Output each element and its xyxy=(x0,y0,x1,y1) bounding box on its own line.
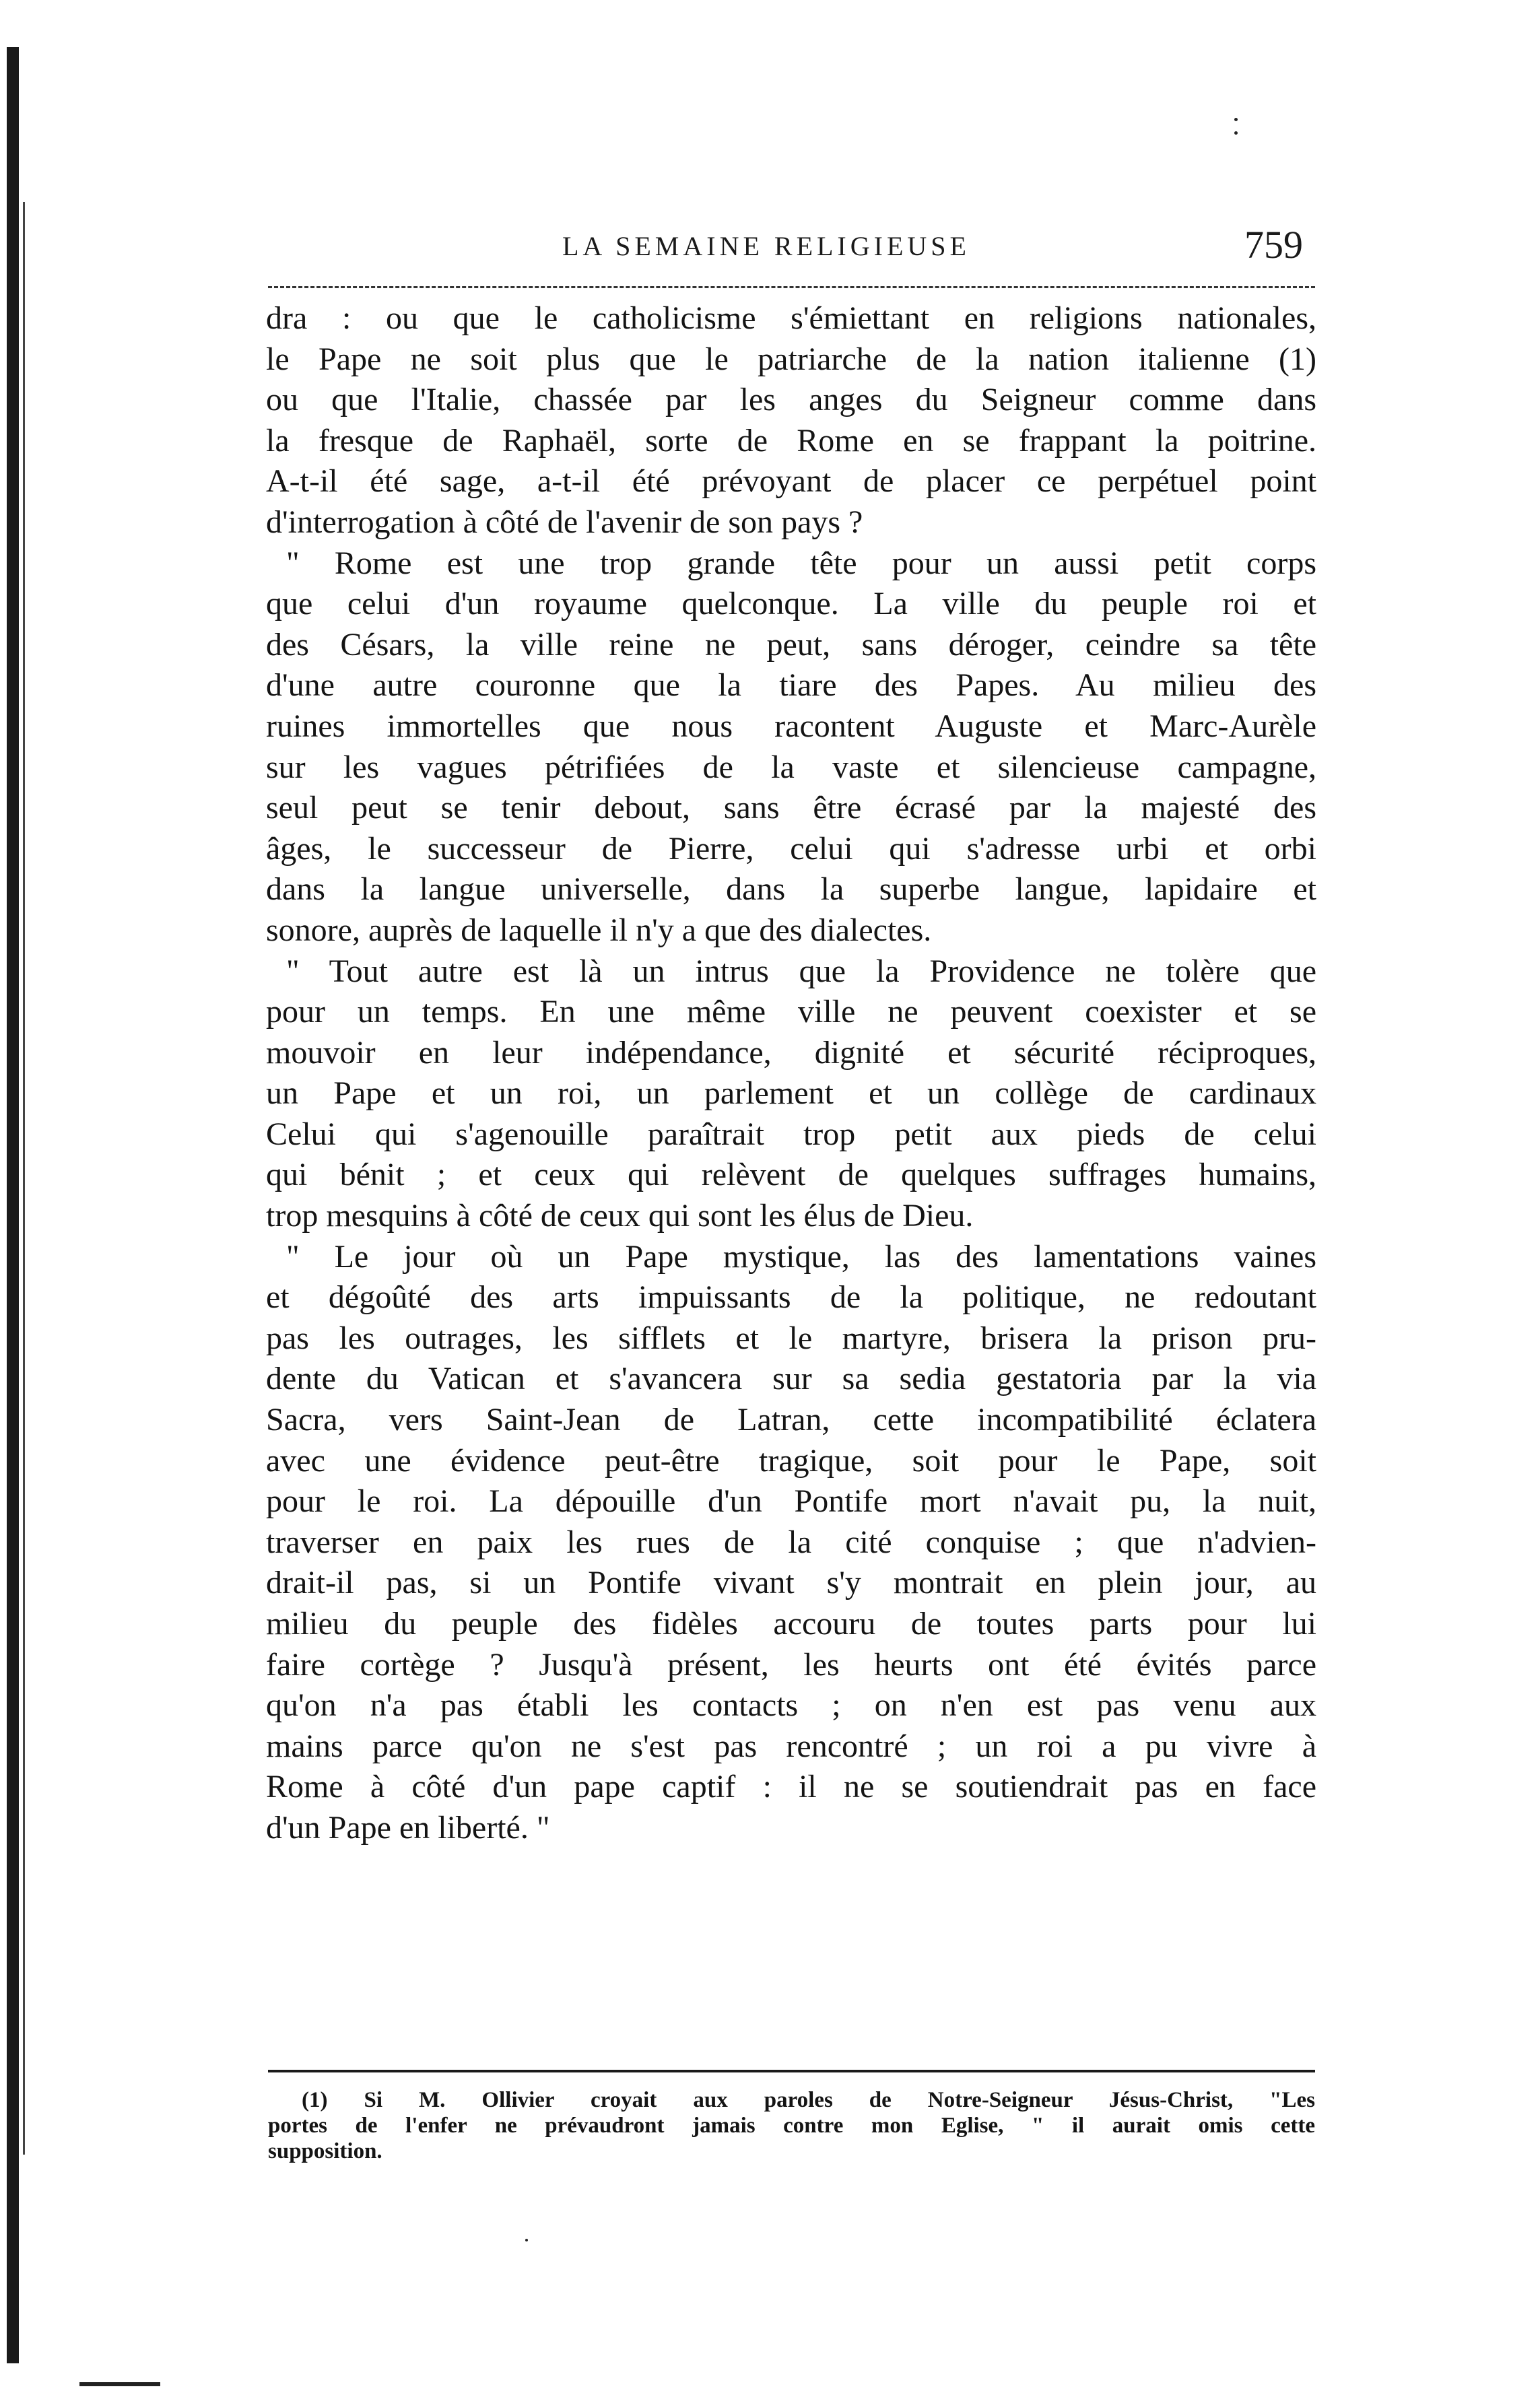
text-line: que celui d'un royaume quelconque. La ville du peuple roi et xyxy=(266,586,1316,622)
text-line: et dégoûté des arts impuissants de la politique, ne redoutant xyxy=(266,1279,1316,1316)
text-line: dans la langue universelle, dans la superbe langue, lapidaire et xyxy=(266,871,1316,908)
footnote-rule xyxy=(268,2070,1315,2072)
ink-speck xyxy=(1234,118,1238,121)
text-line: ruines immortelles que nous racontent Auguste et Marc-Aurèle xyxy=(266,708,1316,744)
text-line: âges, le successeur de Pierre, celui qui s'adresse urbi et orbi xyxy=(266,830,1316,867)
text-line: des Césars, la ville reine ne peut, sans déroger, ceindre sa tête xyxy=(266,626,1316,663)
text-line: le Pape ne soit plus que le patriarche de la nation italienne (1) xyxy=(266,341,1316,377)
text-line: d'interrogation à côté de l'avenir de son pays ? xyxy=(266,504,863,540)
body-text xyxy=(266,298,1316,1849)
text-line: mains parce qu'on ne s'est pas rencontré ; un roi a pu vivre à xyxy=(266,1728,1316,1764)
text-line: faire cortège ? Jusqu'à présent, les heurts ont été évités parce xyxy=(266,1646,1316,1683)
footnote-line: portes de l'enfer ne prévaudront jamais contre mon Eglise, " il aurait omis cette xyxy=(268,2114,1315,2138)
text-line: mouvoir en leur indépendance, dignité et sécurité réciproques, xyxy=(266,1034,1316,1071)
footnote-line: (1) Si M. Ollivier croyait aux paroles de Notre-Seigneur Jésus-Christ, "Les xyxy=(302,2088,1315,2112)
text-line: un Pape et un roi, un parlement et un collège de cardinaux xyxy=(266,1075,1316,1112)
text-line: milieu du peuple des fidèles accouru de toutes parts pour lui xyxy=(266,1606,1316,1642)
text-line: traverser en paix les rues de la cité conquise ; que n'advien- xyxy=(266,1524,1316,1560)
ink-speck xyxy=(1234,131,1238,135)
header-rule xyxy=(268,286,1315,288)
binding-edge-shadow xyxy=(7,47,19,2363)
page-header xyxy=(266,222,1316,283)
text-line: pour un temps. En une même ville ne peuvent coexister et se xyxy=(266,994,1316,1030)
text-line: Sacra, vers Saint-Jean de Latran, cette incompatibilité éclatera xyxy=(266,1402,1316,1438)
text-line: A-t-il été sage, a-t-il été prévoyant de placer ce perpétuel point xyxy=(266,463,1316,500)
footnote-line: supposition. xyxy=(268,2139,382,2163)
text-line: trop mesquins à côté de ceux qui sont les élus de Dieu. xyxy=(266,1198,974,1234)
paragraph-first-line: " Rome est une trop grande tête pour un aussi petit corps xyxy=(286,545,1316,581)
text-line: avec une évidence peut-être tragique, soit pour le Pape, soit xyxy=(266,1442,1316,1479)
footnote xyxy=(268,2087,1315,2164)
running-head: LA SEMAINE RELIGIEUSE xyxy=(562,231,970,261)
text-line: sur les vagues pétrifiées de la vaste et silencieuse campagne, xyxy=(266,749,1316,785)
text-line: qu'on n'a pas établi les contacts ; on n'en est pas venu aux xyxy=(266,1687,1316,1724)
scan-edge-mark xyxy=(79,2382,160,2386)
text-line: d'une autre couronne que la tiare des Papes. Au milieu des xyxy=(266,667,1316,704)
text-line: la fresque de Raphaël, sorte de Rome en se frappant la poitrine. xyxy=(266,422,1316,459)
text-line: dra : ou que le catholicisme s'émiettant en religions nationales, xyxy=(266,300,1316,336)
text-line: Celui qui s'agenouille paraîtrait trop petit aux pieds de celui xyxy=(266,1116,1316,1152)
text-line: Rome à côté d'un pape captif : il ne se soutiendrait pas en face xyxy=(266,1769,1316,1805)
paragraph-first-line: " Le jour où un Pape mystique, las des lamentations vaines xyxy=(286,1238,1316,1275)
text-line: pas les outrages, les sifflets et le martyre, brisera la prison pru- xyxy=(266,1320,1316,1356)
ink-speck xyxy=(525,2239,528,2241)
text-line: pour le roi. La dépouille d'un Pontife mort n'avait pu, la nuit, xyxy=(266,1483,1316,1520)
text-line: drait-il pas, si un Pontife vivant s'y montrait en plein jour, au xyxy=(266,1565,1316,1601)
binding-edge-line xyxy=(23,202,25,2155)
text-line: ou que l'Italie, chassée par les anges du Seigneur comme dans xyxy=(266,382,1316,418)
text-line: sonore, auprès de laquelle il n'y a que des dialectes. xyxy=(266,912,932,948)
page-number: 759 xyxy=(1244,223,1303,267)
text-line: dente du Vatican et s'avancera sur sa sedia gestatoria par la via xyxy=(266,1361,1316,1397)
text-line: d'un Pape en liberté. " xyxy=(266,1809,550,1846)
paragraph-first-line: " Tout autre est là un intrus que la Providence ne tolère que xyxy=(286,953,1316,989)
text-line: qui bénit ; et ceux qui relèvent de quelques suffrages humains, xyxy=(266,1157,1316,1193)
text-line: seul peut se tenir debout, sans être écrasé par la majesté des xyxy=(266,790,1316,826)
